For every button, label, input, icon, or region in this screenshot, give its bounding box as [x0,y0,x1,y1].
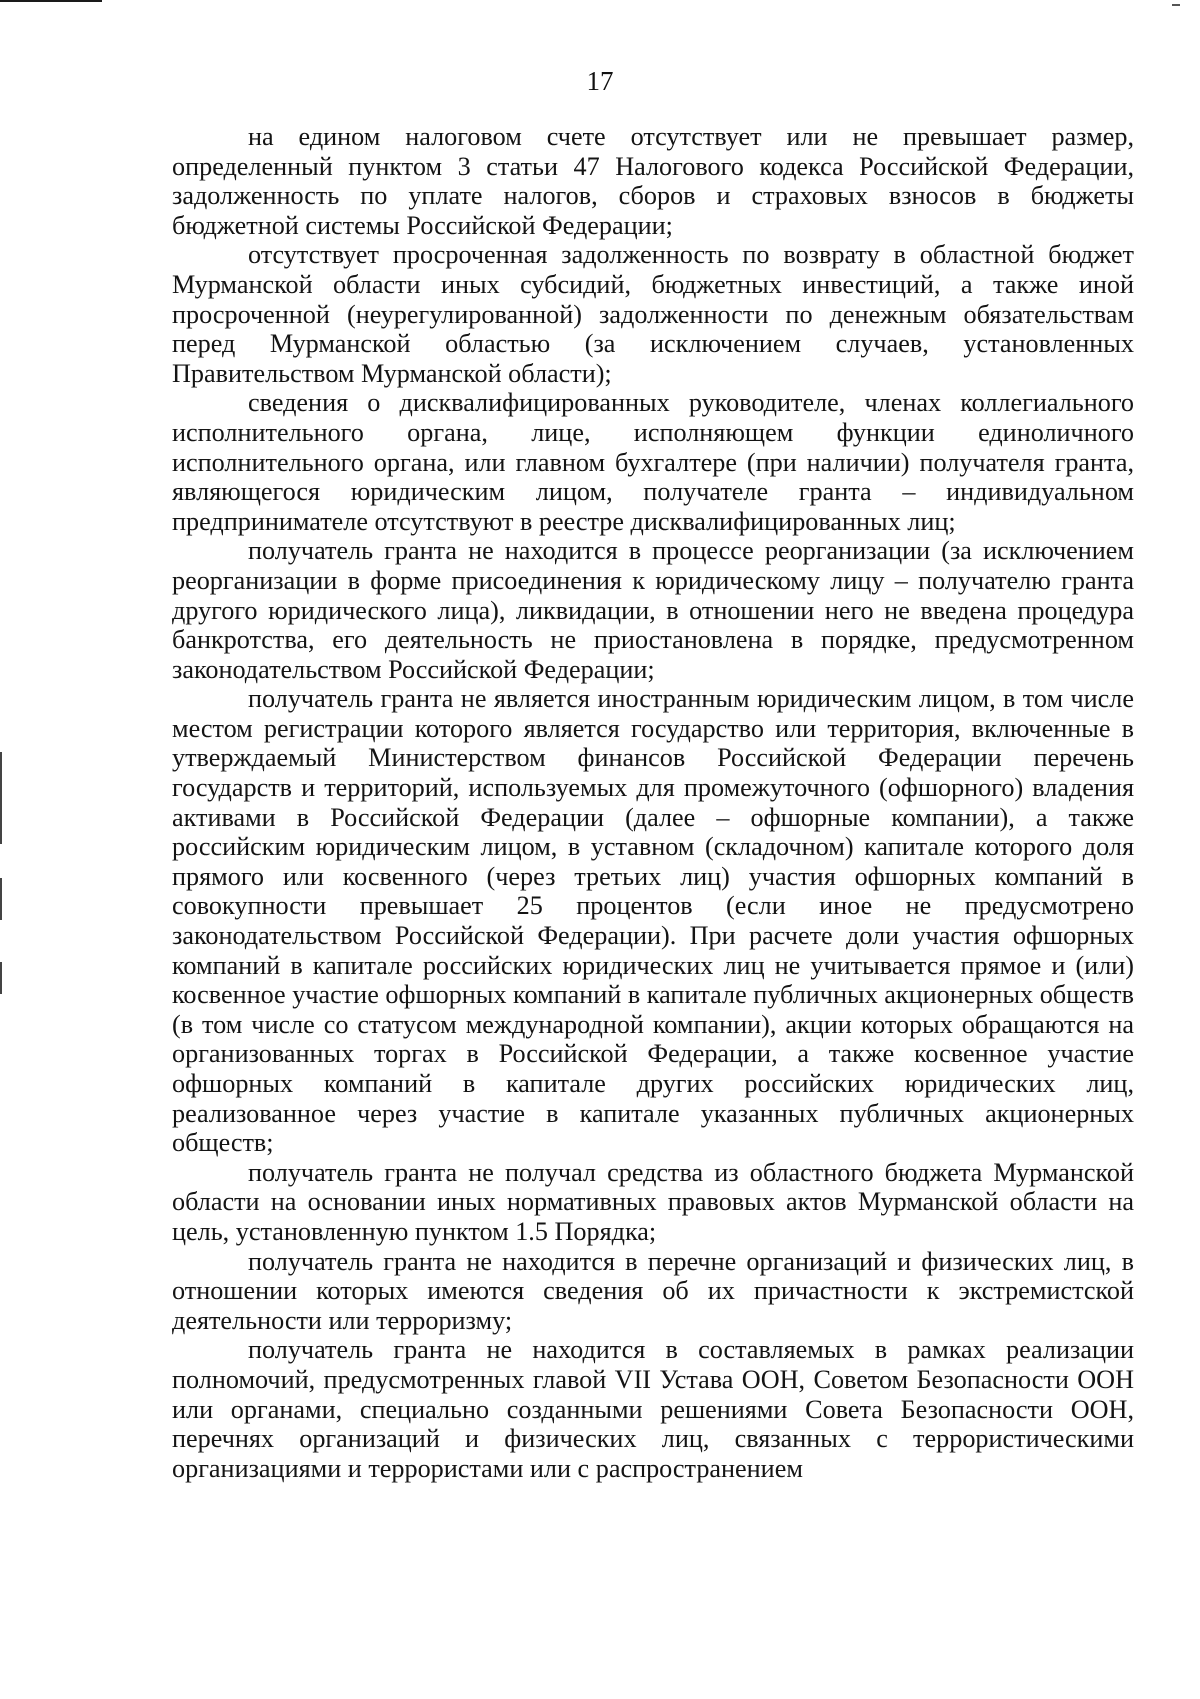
document-body [172,122,1134,1483]
paragraph: отсутствует просроченная задолженность по возврату в областной бюджет Мурманской области иных субсидий, бюджетных инвестиций, а также иной просроченной (неурегулированной) задолженности по денежным обязательствам перед Мурманской областью (за исключением случаев, установленных Правительством Мурманской области); [172,240,1134,388]
paragraph: получатель гранта не находится в составляемых в рамках реализации полномочий, предусмотренных главой VII Устава ООН, Советом Безопасности ООН или органами, специально созданными решениями Совета Безопасности ООН, перечнях организаций и физических лиц, связанных с террористическими организациями и террористами или с распространением [172,1335,1134,1483]
page-number: 17 [586,66,614,96]
paragraph: получатель гранта не является иностранным юридическим лицом, в том числе местом регистрации которого является государство или территория, включенные в утверждаемый Министерством финансов Российской Федерации перечень государств и территорий, используемых для промежуточного (офшорного) владения активами в Российской Федерации (далее – офшорные компании), а также российским юридическим лицом, в уставном (складочном) капитале которого доля прямого или косвенного (через третьих лиц) участия офшорных компаний в совокупности превышает 25 процентов (если иное не предусмотрено законодательством Российской Федерации). При расчете доли участия офшорных компаний в капитале российских юридических лиц не учитывается прямое и (или) косвенное участие офшорных компаний в капитале публичных акционерных обществ (в том числе со статусом международной компании), акции которых обращаются на организованных торгах в Российской Федерации, а также косвенное участие офшорных компаний в капитале других российских юридических лиц, реализованное через участие в капитале указанных публичных акционерных обществ; [172,684,1134,1158]
paragraph: получатель гранта не находится в процессе реорганизации (за исключением реорганизации в форме присоединения к юридическому лицу – получателю гранта другого юридического лица), ликвидации, в отношении него не введена процедура банкротства, его деятельность не приостановлена в порядке, предусмотренном законодательством Российской Федерации; [172,536,1134,684]
paragraph: сведения о дисквалифицированных руководителе, членах коллегиального исполнительного органа, лице, исполняющем функции единоличного исполнительного органа, или главном бухгалтере (при наличии) получателя гранта, являющегося юридическим лицом, получателе гранта – индивидуальном предпринимателе отсутствуют в реестре дисквалифицированных лиц; [172,388,1134,536]
scan-edge-mark [0,752,2,844]
scan-edge-mark [0,962,2,994]
top-rule [0,0,102,2]
scan-edge-mark [0,878,2,920]
scan-mark [1172,4,1180,6]
paragraph: на едином налоговом счете отсутствует или не превышает размер, определенный пунктом 3 статьи 47 Налогового кодекса Российской Федерации, задолженность по уплате налогов, сборов и страховых взносов в бюджеты бюджетной системы Российской Федерации; [172,122,1134,240]
paragraph: получатель гранта не получал средства из областного бюджета Мурманской области на основании иных нормативных правовых актов Мурманской области на цель, установленную пунктом 1.5 Порядка; [172,1157,1134,1246]
paragraph: получатель гранта не находится в перечне организаций и физических лиц, в отношении которых имеются сведения об их причастности к экстремистской деятельности или терроризму; [172,1246,1134,1335]
